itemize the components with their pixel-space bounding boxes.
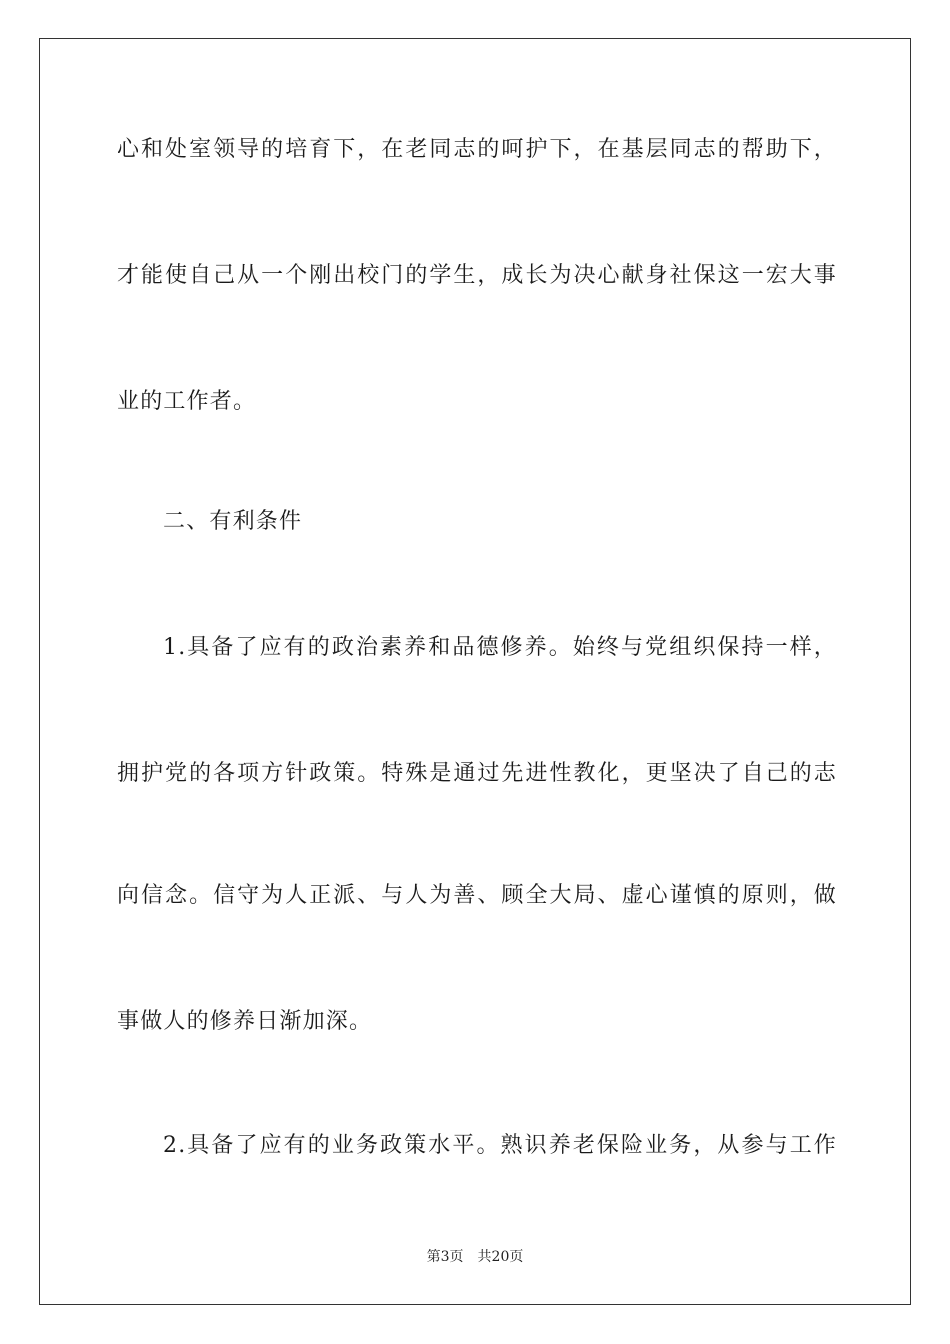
body-line-5: 1.具备了应有的政治素养和品德修养。始终与党组织保持一样， [163, 635, 837, 660]
body-line-7: 向信念。信守为人正派、与人为善、顾全大局、虚心谨慎的原则，做 [117, 883, 837, 908]
body-line-6: 拥护党的各项方针政策。特殊是通过先进性教化，更坚决了自己的志 [117, 761, 837, 786]
body-line-9: 2.具备了应有的业务政策水平。熟识养老保险业务，从参与工作 [163, 1133, 837, 1158]
body-line-8: 事做人的修养日渐加深。 [117, 1009, 373, 1034]
page-frame [39, 38, 911, 1305]
page-total: 共20页 [477, 1249, 524, 1265]
body-line-2: 才能使自己从一个刚出校门的学生，成长为决心献身社保这一宏大事 [117, 263, 837, 288]
page-number: 第3页 [426, 1249, 464, 1265]
body-line-3: 业的工作者。 [117, 389, 257, 414]
body-line-1: 心和处室领导的培育下，在老同志的呵护下，在基层同志的帮助下， [117, 137, 837, 162]
page-footer [0, 1248, 950, 1266]
section-heading: 二、有利条件 [163, 509, 303, 534]
